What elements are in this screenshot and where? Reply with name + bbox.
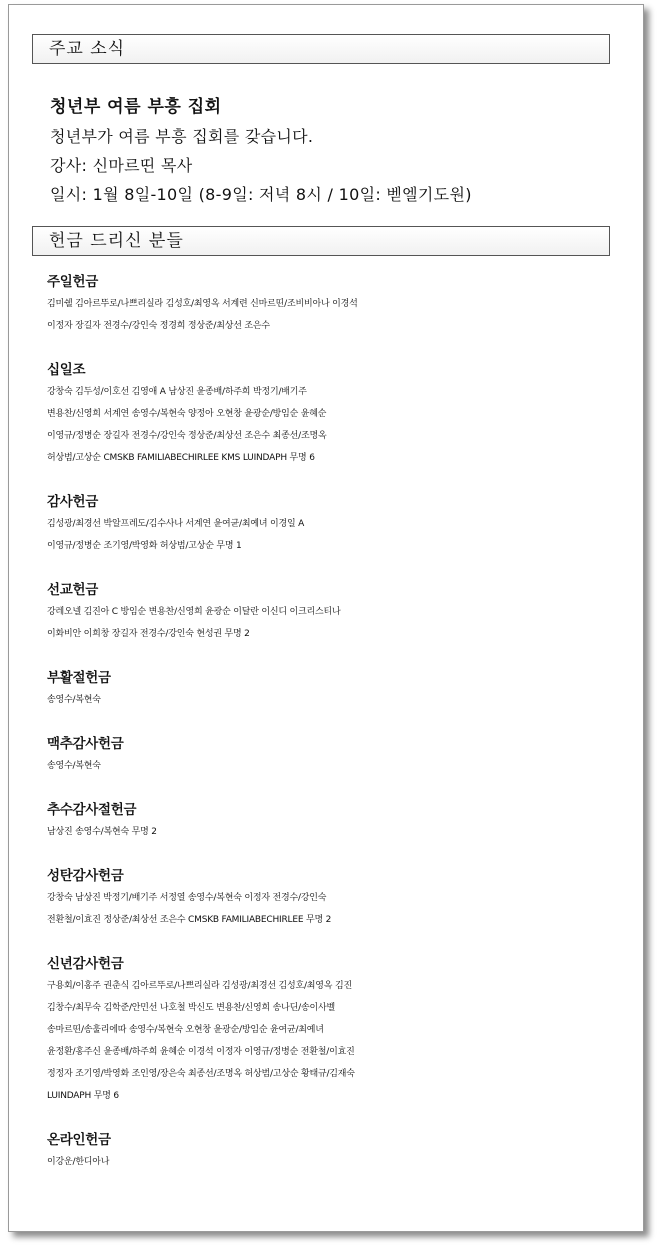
donor-line: 전환철/이효진 정상준/최상선 조은수 CMSKB FAMILIABECHIRLEE 무명 2 <box>47 915 332 925</box>
donor-line: 이영규/정병순 장길자 전경수/강인숙 정상준/최상선 조은수 최종선/조명옥 <box>47 431 327 441</box>
offering-group-title: 추수감사절헌금 <box>47 802 137 818</box>
offering-group <box>47 272 627 337</box>
donor-line: 이정자 장길자 전경수/강인숙 정경희 정상준/최상선 조은수 <box>47 321 270 331</box>
donor-line: 강레오넬 김진아 C 방임순 변용찬/신영희 윤광순 이달란 이신디 이크리스티나 <box>47 607 341 617</box>
donor-line: 변용찬/신영희 서계연 송영수/복현숙 양정아 오현창 윤광순/방임순 윤혜순 <box>47 409 327 419</box>
offering-group <box>47 734 627 777</box>
offering-group-title: 맥추감사헌금 <box>47 736 124 752</box>
donor-line: 허상범/고상순 CMSKB FAMILIABECHIRLEE KMS LUINDAPH 무명 6 <box>47 453 315 463</box>
offering-group <box>47 492 627 557</box>
news-section-header: 주교 소식 <box>32 34 610 64</box>
donor-line: 강창숙 남상진 박정기/배기주 서정열 송영수/복현숙 이정자 전경수/강인숙 <box>47 893 327 903</box>
donor-line: LUINDAPH 무명 6 <box>47 1091 119 1101</box>
notice-line: 일시: 1월 8일-10일 (8-9일: 저녁 8시 / 10일: 벧엘기도원) <box>50 185 472 204</box>
offering-group <box>47 866 627 931</box>
donor-line: 이강운/한디아나 <box>47 1157 110 1167</box>
donor-line: 남상진 송영수/복현숙 무명 2 <box>47 827 157 837</box>
donor-line: 구용회/이홍주 권춘식 김아르뚜로/나쁘리실라 김성광/최경선 김성호/최영옥 김진 <box>47 981 352 991</box>
offering-group <box>47 360 627 469</box>
offering-group <box>47 954 627 1107</box>
offering-group-title: 성탄감사헌금 <box>47 868 124 884</box>
offering-group-title: 온라인헌금 <box>47 1132 111 1148</box>
donor-line: 송영수/복현숙 <box>47 761 101 771</box>
donor-line: 송영수/복현숙 <box>47 695 101 705</box>
notice-line: 청년부가 여름 부흥 집회를 갖습니다. <box>50 127 314 146</box>
offering-group <box>47 668 627 711</box>
offering-group-title: 신년감사헌금 <box>47 956 124 972</box>
donor-line: 송마르띤/송훌리에따 송영수/복현숙 오현창 윤광순/방임순 윤여균/최예녀 <box>47 1025 324 1035</box>
offerings-list <box>47 272 627 1196</box>
donor-line: 이영규/정병순 조기영/박영화 허상범/고상순 무명 1 <box>47 541 242 551</box>
offering-group-title: 십일조 <box>47 362 86 378</box>
donor-line: 윤정환/홍주신 윤종배/하주희 윤혜순 이경석 이정자 이영규/정병순 전환철/이효진 <box>47 1047 355 1057</box>
donor-line: 정정자 조기영/박영화 조인영/장은숙 최종선/조명옥 허상범/고상순 황태규/김재숙 <box>47 1069 355 1079</box>
offerings-section-header: 헌금 드리신 분들 <box>32 226 610 256</box>
notice-line: 강사: 신마르띤 목사 <box>50 156 193 175</box>
donor-line: 김성광/최경선 박알프레도/김수사나 서계연 윤여균/최예녀 이경일 A <box>47 519 305 529</box>
offering-group-title: 주일헌금 <box>47 274 98 290</box>
donor-line: 이화비안 이희창 장길자 전경수/강인숙 현성권 무명 2 <box>47 629 250 639</box>
offering-group-title: 부활절헌금 <box>47 670 111 686</box>
donor-line: 강창숙 김두성/이호선 김영애 A 남상진 윤종배/하주희 박정기/배기주 <box>47 387 307 397</box>
donor-line: 김창수/최무숙 김학준/안민선 나호철 박신도 변용찬/신영희 송나딘/송이사벨 <box>47 1003 335 1013</box>
donor-line: 김미쉘 김아르뚜로/나쁘리실라 김성호/최영옥 서계련 신마르띤/조비비아나 이경석 <box>47 299 358 309</box>
offering-group-title: 감사헌금 <box>47 494 98 510</box>
notice-title: 청년부 여름 부흥 집회 <box>50 97 222 117</box>
offering-group <box>47 1130 627 1173</box>
offering-group-title: 선교헌금 <box>47 582 98 598</box>
offering-group <box>47 580 627 645</box>
offering-group <box>47 800 627 843</box>
